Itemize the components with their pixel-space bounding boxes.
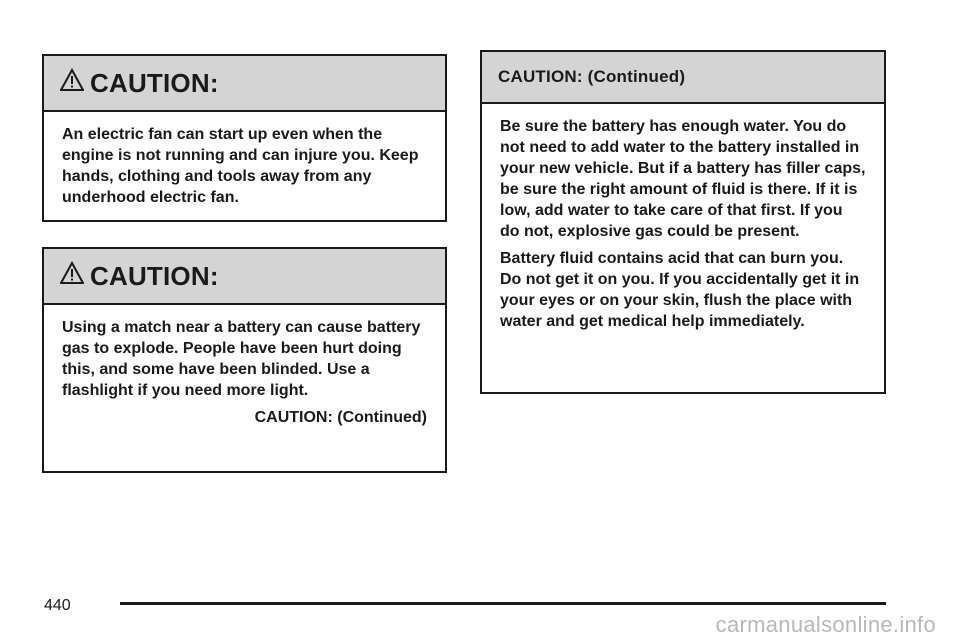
caution-continued-label: CAUTION: (Continued) (254, 409, 427, 426)
watermark: carmanualsonline.info (715, 612, 936, 637)
caution-header (482, 52, 884, 104)
footer-divider (120, 602, 886, 605)
caution-text: Be sure the battery has enough water. You do not need to add water to the battery installed in your new vehicle. But if a battery has filler caps, be sure the right amount of fluid is there. If it is low, add water to take care of that first. If you do not, explosive gas could be present. (500, 118, 866, 240)
caution-header (44, 56, 445, 112)
caution-text: Battery fluid contains acid that can burn you. Do not get it on you. If you accidentally get it in your eyes or on your skin, flush the place with water and get medical help immediately. (500, 250, 860, 330)
caution-text: An electric fan can start up even when the engine is not running and can injure you. Keep hands, clothing and tools away from any underhood electric fan. (62, 126, 419, 206)
caution-box-battery-water (480, 50, 886, 394)
caution-title: CAUTION: (Continued) (498, 67, 686, 86)
warning-triangle-icon (60, 68, 84, 92)
caution-box-match-battery (42, 247, 447, 473)
caution-title: CAUTION: (90, 67, 219, 98)
caution-text: Using a match near a battery can cause battery gas to explode. People have been hurt doing this, and some have been blinded. Use a flashlight if you need more light. (62, 319, 421, 399)
caution-body (44, 112, 445, 224)
warning-triangle-icon (60, 261, 84, 285)
caution-body (44, 305, 445, 437)
caution-box-electric-fan (42, 54, 447, 222)
caution-header (44, 249, 445, 305)
caution-title: CAUTION: (90, 260, 219, 291)
caution-body (482, 104, 884, 348)
page-number: 440 (44, 597, 71, 614)
